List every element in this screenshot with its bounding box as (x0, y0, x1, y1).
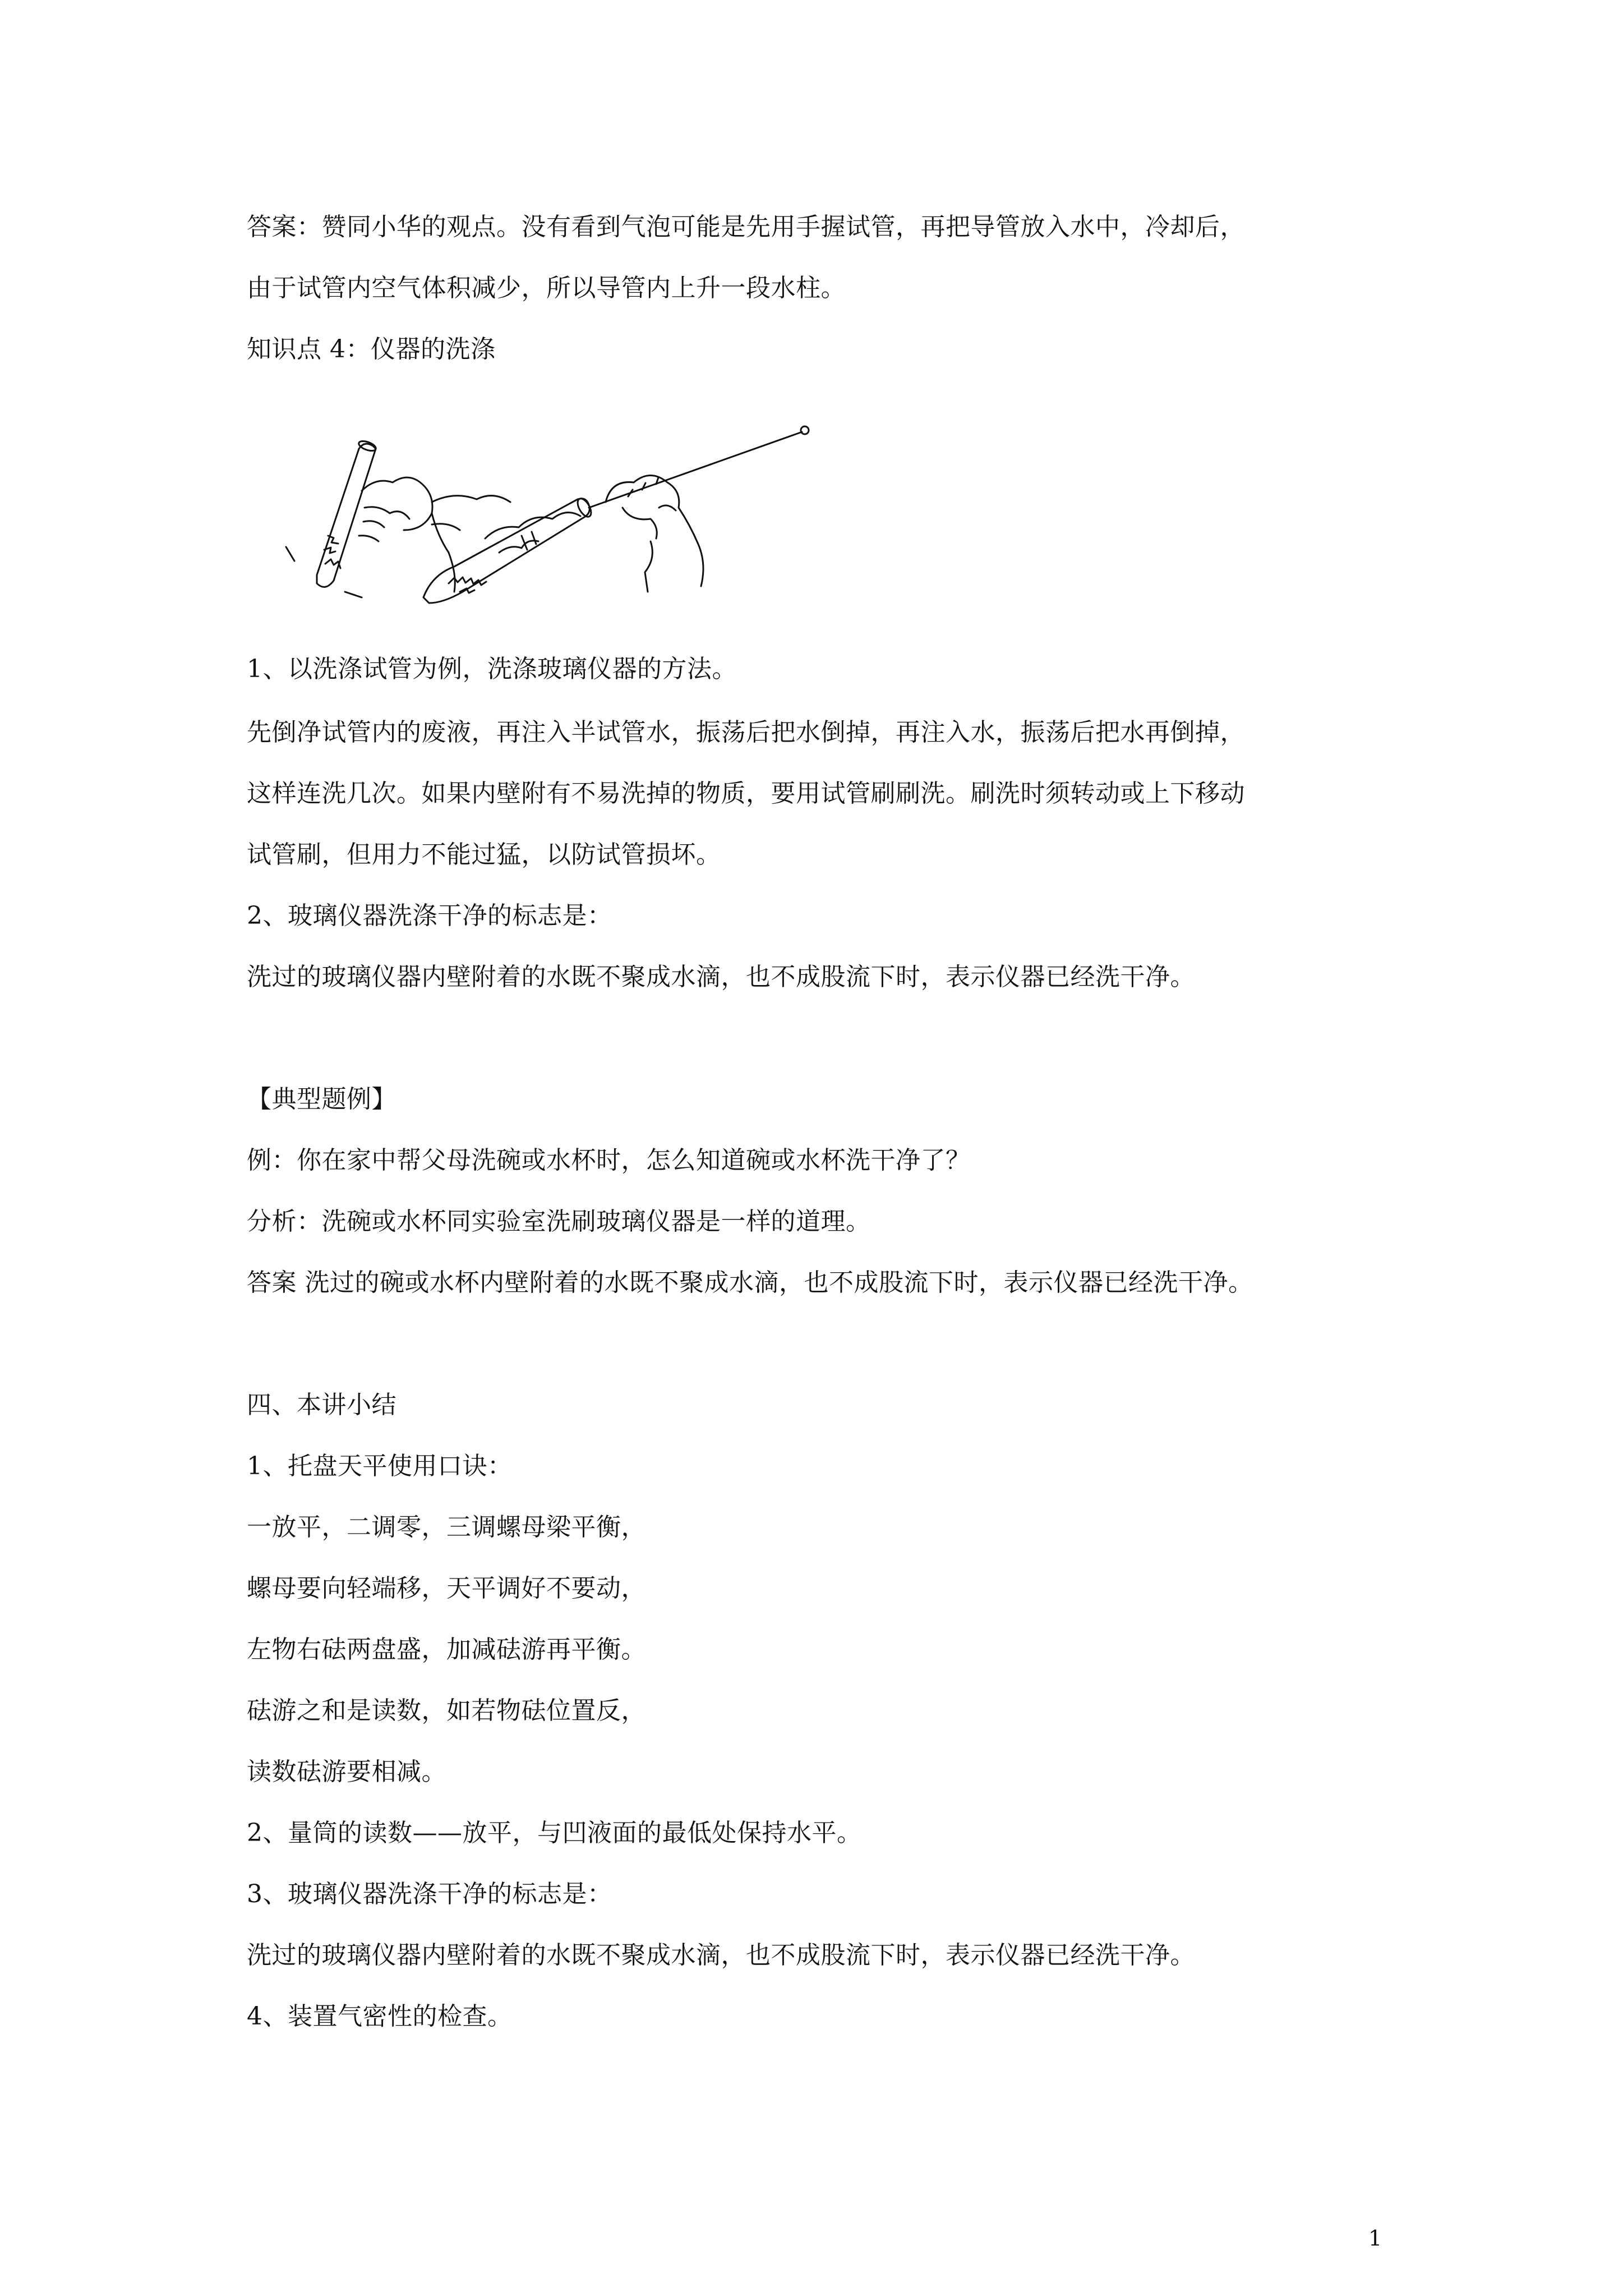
section-heading-knowledge-4: 知识点 4：仪器的洗涤 (247, 335, 496, 364)
clean-standard-heading: 2、玻璃仪器洗涤干净的标志是： (247, 901, 612, 930)
mnemonic-line-4: 砝游之和是读数，如若物砝位置反， (247, 1696, 646, 1725)
example-answer: 答案 洗过的碗或水杯内壁附着的水既不聚成水滴，也不成股流下时，表示仪器已经洗干净。 (247, 1268, 1253, 1297)
summary-clean-text: 洗过的玻璃仪器内壁附着的水既不聚成水滴，也不成股流下时，表示仪器已经洗干净。 (247, 1941, 1195, 1970)
page-number: 1 (1368, 2226, 1382, 2251)
answer-line-2: 由于试管内空气体积减少，所以导管内上升一段水柱。 (247, 274, 846, 302)
method-heading: 1、以洗涤试管为例，洗涤玻璃仪器的方法。 (247, 655, 737, 683)
method-line-3: 试管刷，但用力不能过猛，以防试管损坏。 (247, 840, 721, 869)
method-line-1: 先倒净试管内的废液，再注入半试管水，振荡后把水倒掉，再注入水，振荡后把水再倒掉， (247, 718, 1245, 747)
cylinder-reading: 2、量筒的读数——放平，与凹液面的最低处保持水平。 (247, 1819, 862, 1847)
method-line-2: 这样连洗几次。如果内壁附有不易洗掉的物质，要用试管刷刷洗。刷洗时须转动或上下移动 (247, 779, 1245, 808)
mnemonic-line-5: 读数砝游要相减。 (247, 1757, 446, 1786)
example-question: 例：你在家中帮父母洗碗或水杯时，怎么知道碗或水杯洗干净了？ (247, 1146, 971, 1175)
mnemonic-line-2: 螺母要向轻端移，天平调好不要动， (247, 1574, 646, 1603)
summary-heading: 四、本讲小结 (247, 1391, 396, 1419)
balance-mnemonic-heading: 1、托盘天平使用口诀： (247, 1452, 513, 1480)
example-analysis: 分析：洗碗或水杯同实验室洗刷玻璃仪器是一样的道理。 (247, 1207, 871, 1236)
test-tube-washing-illustration (264, 424, 824, 609)
typical-example-heading: 【典型题例】 (247, 1085, 396, 1114)
mnemonic-line-3: 左物右砝两盘盛，加减砝游再平衡。 (247, 1635, 646, 1664)
clean-standard-text: 洗过的玻璃仪器内壁附着的水既不聚成水滴，也不成股流下时，表示仪器已经洗干净。 (247, 963, 1195, 991)
answer-line-1: 答案：赞同小华的观点。没有看到气泡可能是先用手握试管，再把导管放入水中，冷却后， (247, 213, 1245, 241)
summary-clean-heading: 3、玻璃仪器洗涤干净的标志是： (247, 1880, 612, 1908)
mnemonic-line-1: 一放平，二调零，三调螺母梁平衡， (247, 1513, 646, 1542)
airtightness-check: 4、装置气密性的检查。 (247, 2002, 513, 2031)
